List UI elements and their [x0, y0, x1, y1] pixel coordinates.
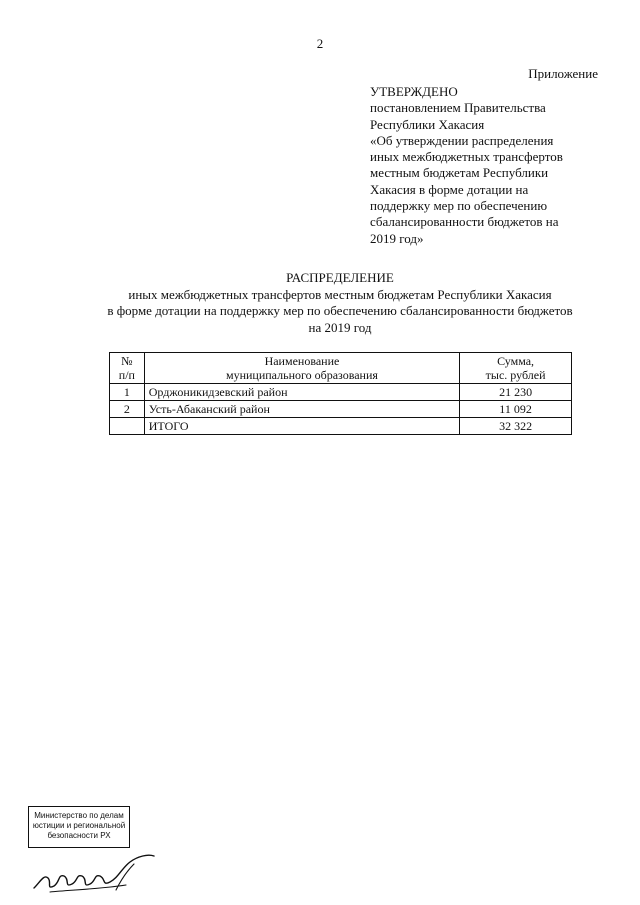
row-num: 2 [110, 401, 145, 418]
approval-line: постановлением Правительства [370, 100, 546, 116]
stamp-line: безопасности РХ [47, 831, 111, 840]
approval-line: Хакасия в форме дотации на [370, 181, 529, 197]
header-name-line: муниципального образования [225, 368, 378, 382]
page-number: 2 [316, 36, 324, 51]
approval-line: местным бюджетам Республики [370, 165, 549, 181]
ministry-stamp [28, 806, 130, 848]
stamp-line: юстиции и региональной [32, 821, 126, 830]
heading-title: РАСПРЕДЕЛЕНИЕ [286, 270, 394, 285]
table-row [110, 384, 572, 401]
approval-line: иных межбюджетных трансфертов [370, 149, 563, 165]
heading-line: иных межбюджетных трансфертов местным бюджетам Республики Хакасия [128, 286, 552, 302]
document-heading [40, 270, 640, 336]
approval-line: поддержку мер по обеспечению [370, 198, 548, 214]
header-sum-line: Сумма, [497, 354, 535, 368]
row-num: 1 [110, 384, 145, 401]
heading-line: в форме дотации на поддержку мер по обеспечению сбалансированности бюджетов [107, 303, 573, 318]
table-total-row [110, 418, 572, 435]
header-num [110, 353, 145, 384]
header-name [144, 353, 459, 384]
appendix-label: Приложение [528, 66, 598, 81]
total-num [110, 418, 145, 435]
header-sum [460, 353, 572, 384]
row-name: Усть-Абаканский район [144, 401, 459, 418]
approval-line: Республики Хакасия [370, 116, 485, 132]
approval-title: УТВЕРЖДЕНО [370, 84, 458, 99]
distribution-table [109, 352, 572, 435]
header-sum-line: тыс. рублей [485, 368, 546, 382]
row-name: Орджоникидзевский район [144, 384, 459, 401]
table-header-row [110, 353, 572, 384]
total-sum: 32 322 [460, 418, 572, 435]
row-sum: 21 230 [460, 384, 572, 401]
approval-line: «Об утверждении распределения [370, 132, 554, 148]
total-label: ИТОГО [144, 418, 459, 435]
row-sum: 11 092 [460, 401, 572, 418]
header-num-line: п/п [118, 368, 135, 382]
approval-line: сбалансированности бюджетов на [370, 214, 559, 230]
heading-line: на 2019 год [308, 319, 372, 335]
stamp-line: Министерство по делам [34, 811, 124, 820]
signature-icon [30, 852, 160, 897]
header-name-line: Наименование [264, 354, 340, 368]
approval-block [370, 84, 610, 247]
table-row [110, 401, 572, 418]
header-num-line: № [121, 354, 133, 368]
approval-line: 2019 год» [370, 230, 424, 246]
